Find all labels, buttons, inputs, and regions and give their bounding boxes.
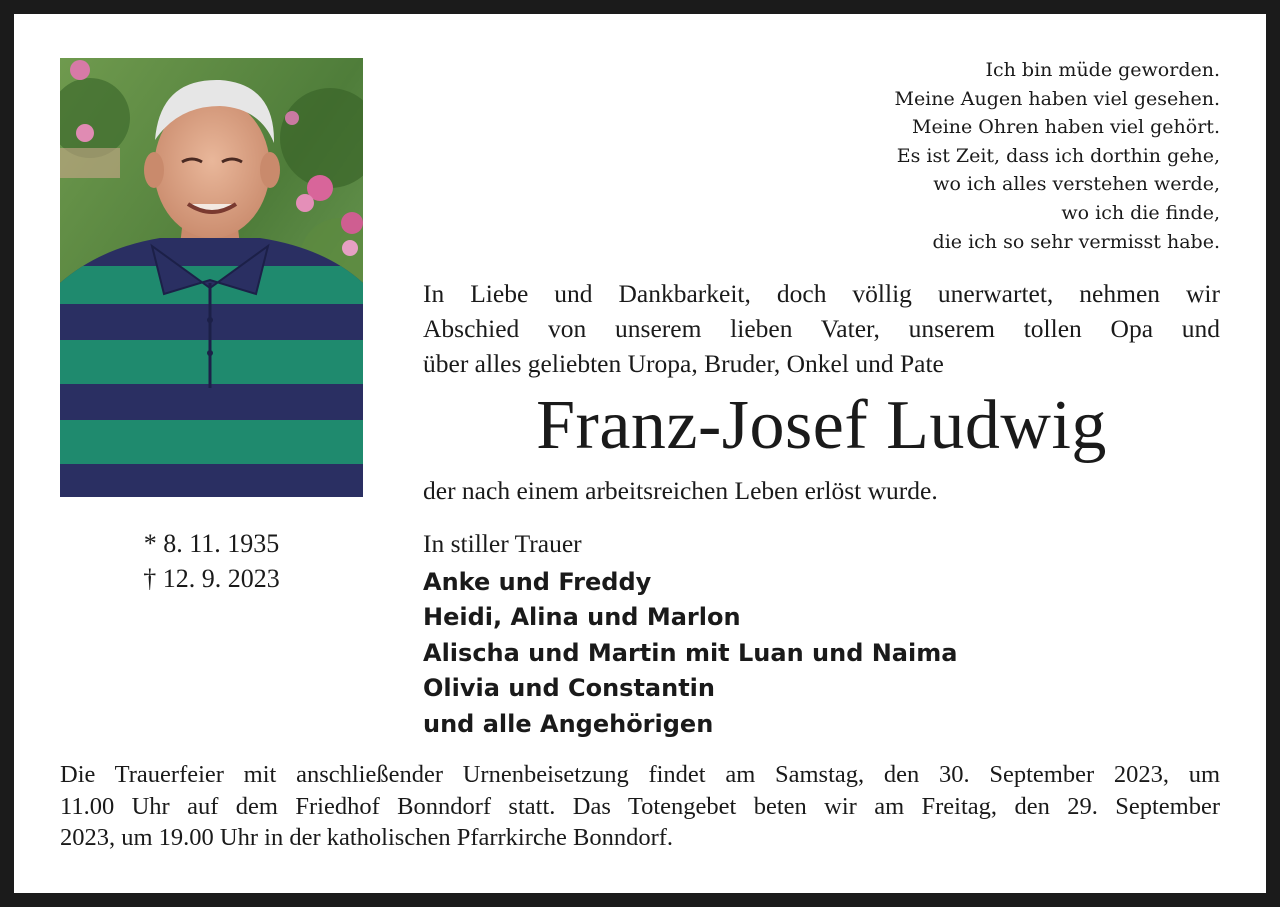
poem-line: Ich bin müde geworden. bbox=[985, 59, 1220, 81]
mourner-line: Alischa und Martin mit Luan und Naima bbox=[423, 638, 958, 667]
subline: der nach einem arbeitsreichen Leben erlöst wurde. bbox=[423, 476, 938, 505]
portrait-photo bbox=[60, 58, 363, 497]
mourner-line: Olivia und Constantin bbox=[423, 674, 715, 703]
poem-line: wo ich die finde, bbox=[1061, 201, 1220, 224]
funeral-details-line: 11.00 Uhr auf dem Friedhof Bonndorf statt. Das Totengebet beten wir am Freitag, den 29. September bbox=[60, 792, 1220, 820]
intro-line: über alles geliebten Uropa, Bruder, Onkel und Pate bbox=[423, 349, 944, 378]
poem-line: Meine Ohren haben viel gehört. bbox=[912, 116, 1220, 139]
mourner-line: Anke und Freddy bbox=[423, 568, 652, 596]
funeral-details bbox=[60, 759, 1220, 854]
mourning-label: In stiller Trauer bbox=[423, 529, 582, 558]
funeral-details-line: 2023, um 19.00 Uhr in der katholischen Pfarrkirche Bonndorf. bbox=[60, 824, 674, 851]
mourner-line: Heidi, Alina und Marlon bbox=[423, 603, 741, 632]
birth-date: * 8. 11. 1935 bbox=[143, 529, 280, 558]
mourners-list bbox=[423, 565, 957, 742]
poem-line: die ich so sehr vermisst habe. bbox=[932, 230, 1220, 253]
intro-line: Abschied von unserem lieben Vater, unserem tollen Opa und bbox=[423, 314, 1220, 343]
intro-line: In Liebe und Dankbarkeit, doch völlig unerwartet, nehmen wir bbox=[423, 279, 1220, 308]
obituary-notice bbox=[14, 14, 1266, 893]
poem-line: Meine Augen haben viel gesehen. bbox=[894, 87, 1220, 110]
death-date: † 12. 9. 2023 bbox=[143, 564, 280, 593]
poem-line: wo ich alles verstehen werde, bbox=[933, 173, 1220, 196]
intro-text bbox=[423, 276, 1220, 381]
funeral-details-line: Die Trauerfeier mit anschließender Urnenbeisetzung findet am Samstag, den 30. September 2023, um bbox=[60, 761, 1220, 788]
poem bbox=[700, 56, 1220, 256]
deceased-name: Franz-Josef Ludwig bbox=[536, 387, 1107, 464]
mourner-line: und alle Angehörigen bbox=[423, 709, 714, 738]
poem-line: Es ist Zeit, dass ich dorthin gehe, bbox=[896, 144, 1220, 167]
life-dates bbox=[60, 526, 363, 596]
